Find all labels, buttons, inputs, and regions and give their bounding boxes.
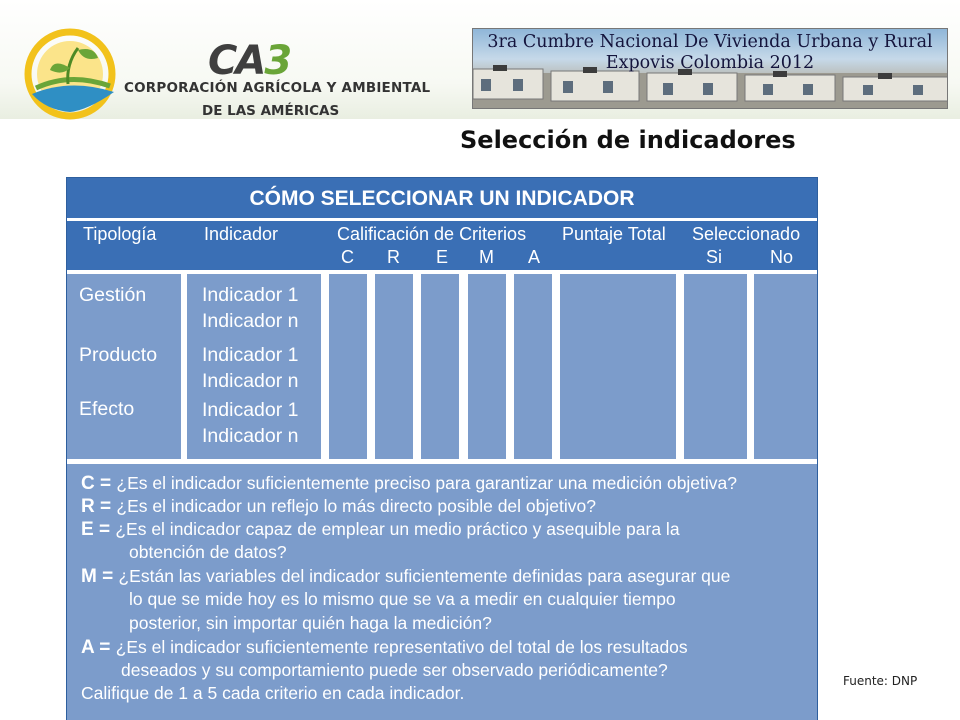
leaf-sun-logo-icon xyxy=(18,28,128,120)
score-cell-e[interactable] xyxy=(421,274,459,459)
criterion-m-definition-cont1: lo que se mide hoy es lo mismo que se va a medir en cualquier tiempo xyxy=(129,589,676,609)
criteria-definitions xyxy=(67,464,817,720)
header-criterion-e: E xyxy=(436,247,449,267)
rating-instruction: Califique de 1 a 5 cada criterio en cada indicador. xyxy=(81,683,465,703)
logo-mark: CA3 xyxy=(208,38,291,84)
tipologia-column xyxy=(67,274,181,459)
header-criterion-a: A xyxy=(528,247,541,267)
header-puntaje: Puntaje Total xyxy=(562,224,666,244)
header-indicador: Indicador xyxy=(204,224,279,244)
column-header-row xyxy=(67,221,817,270)
tipologia-efecto: Efecto xyxy=(79,398,135,420)
source-note: Fuente: DNP xyxy=(843,674,918,688)
event-banner xyxy=(472,28,948,109)
banner-title: 3ra Cumbre Nacional De Vivienda Urbana y Rural xyxy=(487,32,933,52)
selected-si-cell[interactable] xyxy=(684,274,747,459)
logo-text-line2: DE LAS AMÉRICAS xyxy=(202,103,340,119)
selected-no-cell[interactable] xyxy=(754,274,817,459)
criterion-m-definition: M = ¿Están las variables del indicador suficientemente definidas para asegurar que xyxy=(81,566,731,587)
criterion-e-definition: E = ¿Es el indicador capaz de emplear un medio práctico y asequible para la xyxy=(81,519,680,540)
indicator-selection-table xyxy=(66,177,818,720)
criterion-a-definition: A = ¿Es el indicador suficientemente representativo del total de los resultados xyxy=(81,637,688,658)
indicador-efecto-n: Indicador n xyxy=(202,425,299,447)
logo xyxy=(18,28,431,120)
logo-text-line1: CORPORACIÓN AGRÍCOLA Y AMBIENTAL xyxy=(124,80,431,96)
header-criterion-c: C xyxy=(341,247,354,267)
criterion-r-definition: R = ¿Es el indicador un reflejo lo más directo posible del objetivo? xyxy=(81,496,596,517)
score-cell-r[interactable] xyxy=(375,274,413,459)
criterion-m-definition-cont2: posterior, sin importar quién haga la medición? xyxy=(129,613,492,633)
indicador-producto-n: Indicador n xyxy=(202,370,299,392)
header-seleccionado: Seleccionado xyxy=(692,224,801,244)
indicador-gestion-n: Indicador n xyxy=(202,310,299,332)
header-calificacion: Calificación de Criterios xyxy=(337,224,527,244)
indicador-column xyxy=(187,274,321,459)
header-si: Si xyxy=(706,247,723,267)
table-heading: CÓMO SELECCIONAR UN INDICADOR xyxy=(67,178,817,218)
score-cell-a[interactable] xyxy=(514,274,552,459)
criterion-e-definition-cont: obtención de datos? xyxy=(129,542,287,562)
header-no: No xyxy=(770,247,794,267)
score-cell-m[interactable] xyxy=(468,274,506,459)
page-header xyxy=(0,0,960,119)
indicador-producto-1: Indicador 1 xyxy=(202,344,299,366)
header-tipologia: Tipología xyxy=(83,224,157,244)
total-score-cell[interactable] xyxy=(560,274,676,459)
banner-subtitle: Expovis Colombia 2012 xyxy=(605,53,815,73)
score-cell-c[interactable] xyxy=(329,274,367,459)
indicador-efecto-1: Indicador 1 xyxy=(202,399,299,421)
criterion-c-definition: C = ¿Es el indicador suficientemente preciso para garantizar una medición objetiva? xyxy=(81,473,738,494)
page-title: Selección de indicadores xyxy=(460,126,796,154)
criterion-a-definition-cont: deseados y su comportamiento puede ser observado periódicamente? xyxy=(121,660,668,680)
indicador-gestion-1: Indicador 1 xyxy=(202,284,299,306)
header-criterion-m: M xyxy=(479,247,494,267)
header-criterion-r: R xyxy=(387,247,400,267)
tipologia-producto: Producto xyxy=(79,344,158,366)
tipologia-gestion: Gestión xyxy=(79,284,147,306)
